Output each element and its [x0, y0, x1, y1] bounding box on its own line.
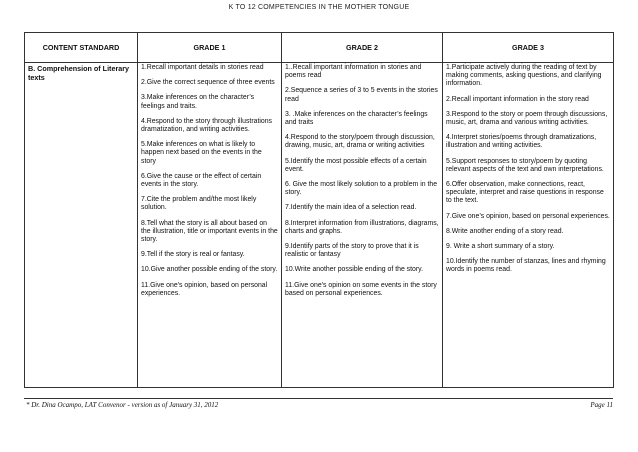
list-item: 3.Respond to the story or poem through discussions, music, art, drama and various writing activities.: [446, 110, 608, 127]
grade-2-list: [285, 64, 439, 298]
list-item: 1..Recall important information in stories and poems read: [285, 64, 422, 80]
list-item: 8.Tell what the story is all about based on the illustration, title or important events in the story.: [141, 219, 278, 244]
list-item: 8.Interpret information from illustrations, diagrams, charts and graphs.: [285, 219, 439, 235]
list-item: 3. .Make inferences on the character’s feelings and traits: [285, 110, 428, 127]
list-item: 5.Support responses to story/poem by quoting relevant aspects of the text and own interpretations.: [446, 157, 604, 173]
grade-2-cell: [282, 63, 443, 388]
list-item: 10.Write another possible ending of the story.: [285, 266, 424, 274]
list-item: 6.Offer observation, make connections, react, speculate, interpret and raise questions in response to the text.: [446, 181, 604, 205]
list-item: 4.Respond to the story/poem through discussion, drawing, music, art, drama or writing activities: [285, 134, 435, 150]
list-item: 9.Identify parts of the story to prove that it is realistic or fantasy: [285, 243, 419, 259]
list-item: 7.Identify the main idea of a selection read.: [285, 204, 417, 212]
list-item: 1.Participate actively during the reading of text by making comments, asking questions, and clarifying information.: [446, 64, 602, 88]
grade-1-list: [141, 64, 278, 298]
list-item: 7.Give one’s opinion, based on personal experiences.: [446, 212, 610, 220]
list-item: 2.Sequence a series of 3 to 5 events in the stories read: [285, 87, 438, 103]
list-item: 2.Recall important information in the story read: [446, 95, 589, 103]
header-grade-1: GRADE 1: [138, 33, 282, 63]
list-item: 7.Cite the problem and/the most likely solution.: [141, 196, 257, 212]
table-header-row: [25, 33, 614, 63]
header-grade-2: GRADE 2: [282, 33, 443, 63]
footer-divider: [24, 398, 613, 399]
content-standard-label: B. Comprehension of Literary texts: [28, 64, 130, 82]
footer-page-number: Page 11: [590, 401, 613, 409]
content-standard-cell: [25, 63, 138, 388]
list-item: 1.Recall important details in stories read: [141, 64, 264, 71]
list-item: 4.Interpret stories/poems through dramatizations, illustration and writing activities.: [446, 134, 597, 150]
grade-3-cell: [443, 63, 614, 388]
competencies-table: [24, 32, 614, 388]
list-item: 5.Identify the most possible effects of a certain event.: [285, 157, 427, 173]
list-item: 8.Write another ending of a story read.: [446, 227, 564, 235]
page-header-title: K TO 12 COMPETENCIES IN THE MOTHER TONGUE: [228, 4, 410, 11]
list-item: 2.Give the correct sequence of three events: [141, 79, 275, 87]
grade-3-list: [446, 64, 610, 275]
list-item: 6. Give the most likely solution to a problem in the story.: [285, 181, 438, 197]
list-item: 11.Give one’s opinion on some events in the story based on personal experiences.: [285, 281, 437, 297]
header-content-standard: CONTENT STANDARD: [25, 33, 138, 63]
table-row: [25, 63, 614, 388]
list-item: 10.Give another possible ending of the story.: [141, 266, 278, 274]
list-item: 9. Write a short summary of a story.: [446, 243, 555, 251]
list-item: 10.Identify the number of stanzas, lines and rhyming words in poems read.: [446, 258, 606, 274]
list-item: 5.Make inferences on what is likely to happen next based on the events in the story: [141, 141, 262, 165]
grade-1-cell: [138, 63, 282, 388]
list-item: 9.Tell if the story is real or fantasy.: [141, 251, 245, 259]
list-item: 3.Make inferences on the character’s feelings and traits.: [141, 94, 255, 110]
list-item: 4.Respond to the story through illustrations dramatization, and writing activities.: [141, 117, 272, 134]
list-item: 11.Give one’s opinion, based on personal experiences.: [141, 281, 268, 297]
footer-author-note: * Dr. Dina Ocampo, LAT Convenor - version as of January 31, 2012: [26, 401, 219, 409]
list-item: 6.Give the cause or the effect of certain events in the story.: [141, 172, 262, 189]
header-grade-3: GRADE 3: [443, 33, 614, 63]
